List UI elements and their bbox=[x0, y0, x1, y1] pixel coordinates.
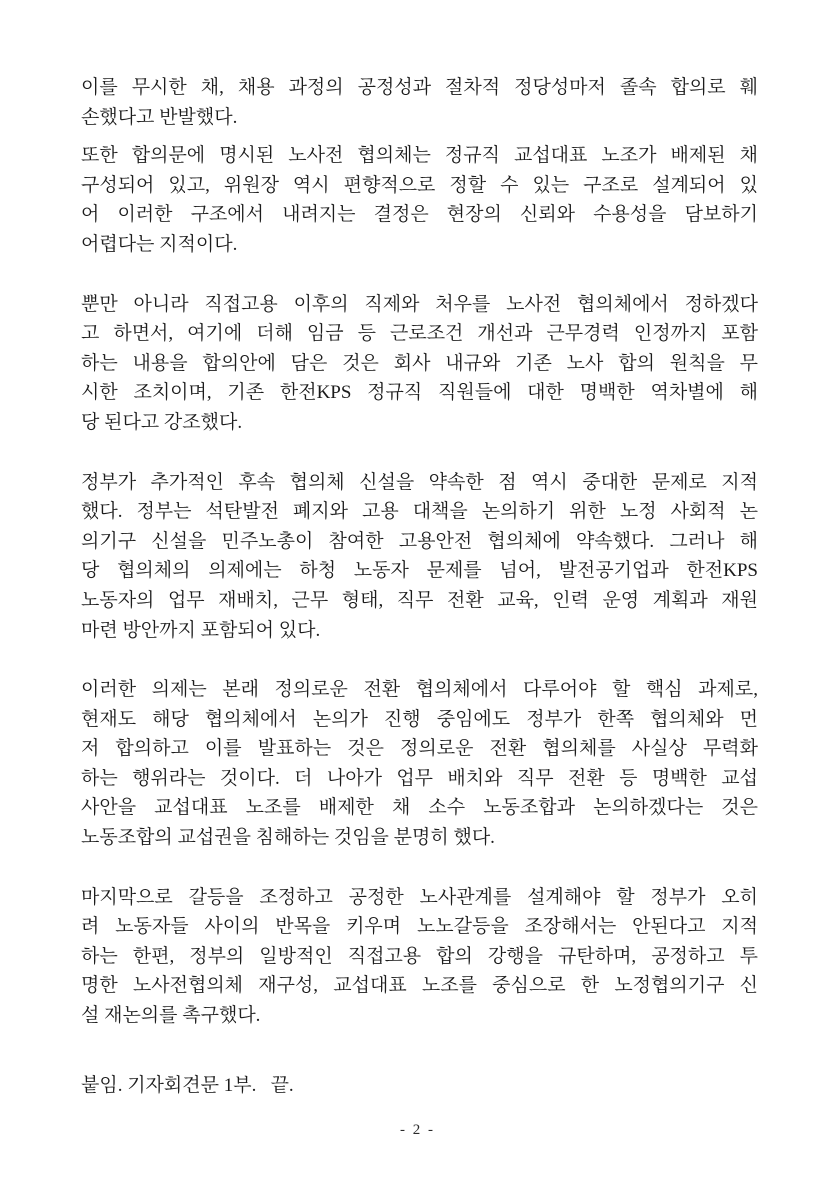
paragraph-2 bbox=[81, 141, 758, 259]
text-line: 당 된다고 강조했다. bbox=[81, 411, 243, 433]
text-line: 의기구 신설을 민주노총이 참여한 고용안전 협의체에 약속했다. 그러나 해 bbox=[81, 530, 758, 552]
text-line: 저 합의하고 이를 발표하는 것은 정의로운 전환 협의체를 사실상 무력화 bbox=[81, 738, 758, 760]
text-line: 당 협의체의 의제에는 하청 노동자 문제를 넘어, 발전공기업과 한전KPS bbox=[81, 560, 758, 582]
text-line: 설 재논의를 촉구했다. bbox=[81, 1005, 261, 1027]
text-line: 손했다고 반발했다. bbox=[81, 106, 238, 128]
paragraph-1 bbox=[81, 73, 758, 132]
text-line: 시한 조치이며, 기존 한전KPS 정규직 직원들에 대한 명백한 역차별에 해 bbox=[81, 382, 758, 404]
text-line: 사안을 교섭대표 노조를 배제한 채 소수 노동조합과 논의하겠다는 것은 bbox=[81, 797, 758, 819]
page-number: - 2 - bbox=[400, 1122, 435, 1138]
text-line: 구성되어 있고, 위원장 역시 편향적으로 정할 수 있는 구조로 설계되어 있 bbox=[81, 174, 758, 196]
paragraph-6 bbox=[81, 883, 758, 1031]
text-line: 뿐만 아니라 직접고용 이후의 직제와 처우를 노사전 협의체에서 정하겠다 bbox=[81, 293, 758, 315]
paragraph-4 bbox=[81, 468, 758, 646]
text-line: 어 이러한 구조에서 내려지는 결정은 현장의 신뢰와 수용성을 담보하기 bbox=[81, 204, 758, 226]
document-body bbox=[81, 73, 758, 1100]
text-line: 했다. 정부는 석탄발전 폐지와 고용 대책을 논의하기 위한 노정 사회적 논 bbox=[81, 501, 758, 523]
text-line: 노동조합의 교섭권을 침해하는 것임을 분명히 했다. bbox=[81, 827, 495, 849]
paragraph-5 bbox=[81, 675, 758, 853]
text-line: 또한 합의문에 명시된 노사전 협의체는 정규직 교섭대표 노조가 배제된 채 bbox=[81, 145, 758, 167]
text-line: 노동자의 업무 재배치, 근무 형태, 직무 전환 교육, 인력 운영 계획과 재원 bbox=[81, 589, 758, 611]
text-line: 마련 방안까지 포함되어 있다. bbox=[81, 619, 321, 641]
attachment-note: 붙임. 기자회견문 1부. 끝. bbox=[81, 1074, 294, 1096]
paragraph-3 bbox=[81, 290, 758, 438]
text-line: 명한 노사전협의체 재구성, 교섭대표 노조를 중심으로 한 노정협의기구 신 bbox=[81, 975, 758, 997]
text-line: 고 하면서, 여기에 더해 임금 등 근로조건 개선과 근무경력 인정까지 포함 bbox=[81, 323, 758, 345]
text-line: 어렵다는 지적이다. bbox=[81, 233, 238, 255]
text-line: 하는 한편, 정부의 일방적인 직접고용 합의 강행을 규탄하며, 공정하고 투 bbox=[81, 945, 758, 967]
text-line: 하는 행위라는 것이다. 더 나아가 업무 배치와 직무 전환 등 명백한 교섭 bbox=[81, 767, 758, 789]
text-line: 현재도 해당 협의체에서 논의가 진행 중임에도 정부가 한쪽 협의체와 먼 bbox=[81, 708, 758, 730]
text-line: 하는 내용을 합의안에 담은 것은 회사 내규와 기존 노사 합의 원칙을 무 bbox=[81, 352, 758, 374]
text-line: 이를 무시한 채, 채용 과정의 공정성과 절차적 정당성마저 졸속 합의로 훼 bbox=[81, 77, 758, 98]
text-line: 려 노동자들 사이의 반목을 키우며 노노갈등을 조장해서는 안된다고 지적 bbox=[81, 916, 758, 938]
text-line: 마지막으로 갈등을 조정하고 공정한 노사관계를 설계해야 할 정부가 오히 bbox=[81, 886, 758, 908]
text-line: 이러한 의제는 본래 정의로운 전환 협의체에서 다루어야 할 핵심 과제로, bbox=[81, 679, 758, 701]
text-line: 정부가 추가적인 후속 협의체 신설을 약속한 점 역시 중대한 문제로 지적 bbox=[81, 471, 758, 493]
